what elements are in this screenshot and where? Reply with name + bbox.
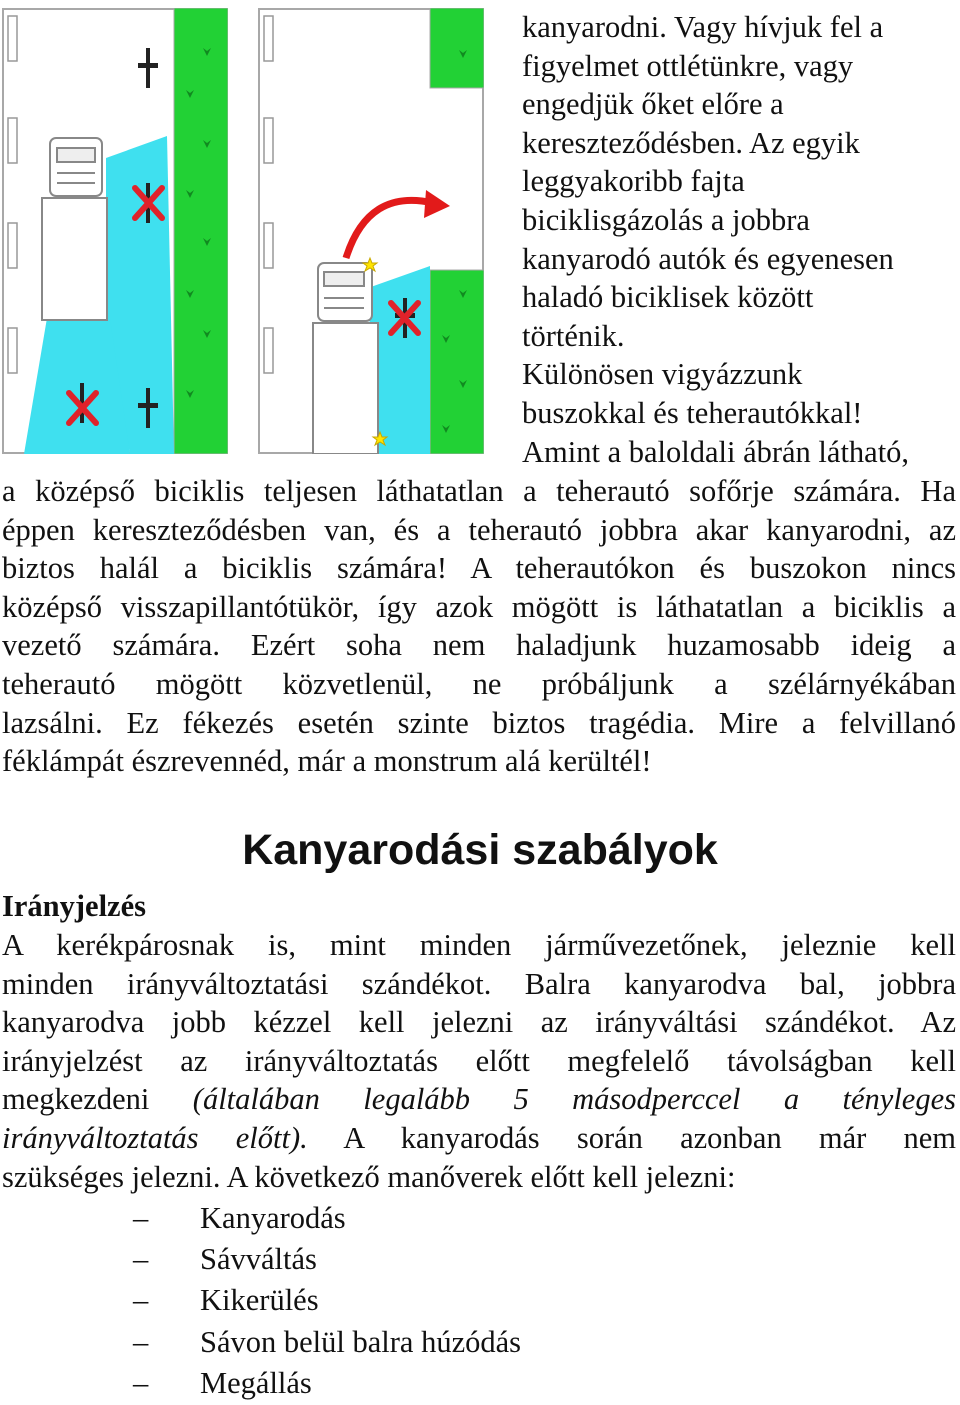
list-item [0, 1198, 521, 1239]
text-line: Amint a baloldali ábrán látható, [522, 434, 910, 469]
text-line: középső visszapillantótükör, így azok mögött is láthatatlan a biciklis a [2, 589, 956, 624]
text-line: leggyakoribb fajta [522, 164, 745, 199]
list-item-label: Kikerülés [200, 1283, 319, 1318]
list-item-label: Sávon belül balra húzódás [200, 1324, 522, 1359]
text-line: vezető számára. Ezért soha nem haladjunk huzamosabb ideig a [2, 628, 956, 663]
text-line: féklámpát észrevennéd, már a monstrum alá kerültél! [2, 744, 652, 779]
italic-text: (általában legalább 5 másodperccel a tényleges [192, 1082, 956, 1117]
text-line: kanyarodni. Vagy hívjuk fel a [522, 10, 884, 44]
text-line: haladó biciklisek között [522, 280, 814, 315]
text-line: engedjük őket előre a [522, 87, 784, 122]
text-line: biztos halál a biciklis számára! A teherautókon és buszokon nincs [2, 551, 956, 586]
text-line: minden irányváltoztatási szándékot. Balra kanyarodva bal, jobbra [2, 966, 956, 1001]
text-line: biciklisgázolás a jobbra [522, 202, 810, 237]
maneuver-list [0, 1198, 521, 1404]
list-item [0, 1322, 521, 1363]
text-line: a középső biciklis teljesen láthatatlan a teherautó sofőrje számára. Ha [2, 474, 956, 508]
text-line: lazsálni. Ez fékezés esetén szinte biztos tragédia. Mire a felvillanó [2, 705, 956, 740]
italic-text: irányváltoztatás előtt). [2, 1120, 308, 1155]
list-item-label: Sávváltás [200, 1242, 317, 1277]
text-line: történik. [522, 318, 625, 353]
text-line [2, 1080, 956, 1119]
text-line: buszokkal és teherautókkal! [522, 395, 863, 430]
left-blindspot-illustration [2, 8, 228, 454]
list-item-label: Megállás [200, 1365, 312, 1400]
text-line: éppen kereszteződésben van, és a teherautó jobbra akar kanyarodni, az [2, 512, 956, 547]
dash-bullet: – [133, 1201, 149, 1235]
section-heading: Kanyarodási szabályok [242, 826, 718, 874]
text-line: Különösen vigyázzunk [522, 357, 803, 392]
text-line: kanyarodva jobb kézzel kell jelezni az irányváltási szándékot. Az [2, 1005, 956, 1040]
text-span: megkezdeni [2, 1082, 150, 1117]
list-item-label: Kanyarodás [200, 1201, 346, 1235]
text-line: figyelmet ottlétünkre, vagy [522, 48, 854, 83]
right-turn-illustration [258, 8, 484, 454]
list-item [0, 1239, 521, 1280]
dash-bullet: – [133, 1242, 149, 1277]
text-line: A kerékpárosnak is, mint minden járművezetőnek, jeleznie kell [2, 928, 956, 962]
dash-bullet: – [133, 1365, 149, 1400]
text-line: kereszteződésben. Az egyik [522, 125, 860, 160]
list-item [0, 1363, 521, 1404]
text-line: kanyarodó autók és egyenesen [522, 241, 894, 276]
dash-bullet: – [133, 1283, 149, 1318]
subsection-heading: Irányjelzés [2, 889, 146, 923]
text-line: teherautó mögött közvetlenül, ne próbáljunk a szélárnyékában [2, 666, 956, 701]
blindspot-paragraph [2, 472, 956, 781]
intro-text-column [522, 8, 956, 471]
dash-bullet: – [133, 1324, 149, 1359]
signaling-paragraph [2, 926, 956, 1196]
text-line: szükséges jelezni. A következő manőverek előtt kell jelezni: [2, 1159, 736, 1194]
text-span: A kanyarodás során azonban már nem [343, 1120, 957, 1155]
text-line [2, 1119, 956, 1158]
list-item [0, 1280, 521, 1321]
text-line: irányjelzést az irányváltoztatás előtt megfelelő távolságban kell [2, 1043, 956, 1078]
